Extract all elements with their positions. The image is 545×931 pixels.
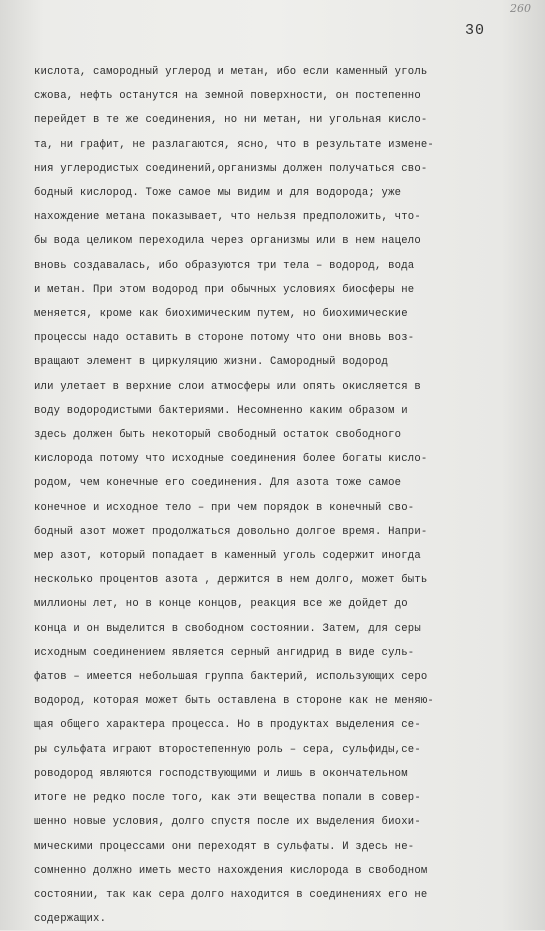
text-line: вращают элемент в циркуляцию жизни. Самородный водород: [34, 356, 389, 369]
page-number: 30: [464, 22, 485, 39]
text-line: водород, которая может быть оставлена в стороне как не меняю-: [34, 695, 434, 708]
text-line: кислорода потому что исходные соединения более богаты кисло-: [34, 453, 428, 466]
text-line: шенно новые условия, долго спустя после их выделения биохи-: [34, 816, 421, 829]
text-line: или улетает в верхние слои атмосферы или опять окисляется в: [34, 380, 421, 393]
text-line: щая общего характера процесса. Но в продуктах выделения се-: [34, 719, 421, 732]
text-line: миллионы лет, но в конце концов, реакция все же дойдет до: [34, 598, 408, 611]
text-line: та, ни графит, не разлагаются, ясно, что в результате измене-: [34, 138, 434, 151]
text-line: бодный азот может продолжаться довольно долгое время. Напри-: [34, 525, 428, 538]
text-line: конечное и исходное тело – при чем порядок в конечный сво-: [34, 501, 415, 514]
text-line: процессы надо оставить в стороне потому что они вновь воз-: [34, 332, 415, 345]
text-line: итоге не редко после того, как эти вещества попали в совер-: [34, 792, 421, 805]
text-line: фатов – имеется небольшая группа бактерий, использующих серо: [34, 671, 428, 684]
text-line: нахождение метана показывает, что нельзя предположить, что-: [34, 211, 421, 224]
text-line: конца и он выделится в свободном состоянии. Затем, для серы: [34, 622, 421, 635]
text-line: сомненно должно иметь место нахождения кислорода в свободном: [34, 864, 428, 877]
text-line: роводород являются господствующими и лишь в окончательном: [34, 767, 408, 780]
text-line: родом, чем конечные его соединения. Для азота тоже самое: [34, 477, 402, 490]
text-line: сжова, нефть останутся на земной поверхности, он постепенно: [34, 90, 421, 103]
text-line: меняется, кроме как биохимическим путем, но биохимические: [34, 308, 408, 321]
text-line: здесь должен быть некоторый свободный остаток свободного: [34, 429, 402, 442]
text-line: кислота, самородный углерод и метан, ибо если каменный уголь: [34, 66, 428, 78]
text-line: мер азот, который попадает в каменный уголь содержит иногда: [34, 550, 421, 563]
handwritten-page-number: 260: [510, 2, 531, 15]
text-line: несколько процентов азота , держится в нем долго, может быть: [34, 574, 428, 587]
text-line: ры сульфата играют второстепенную роль – сера, сульфиды,се-: [34, 743, 421, 756]
text-line: состоянии, так как сера долго находится в соединениях его не: [34, 888, 428, 901]
text-line: мическими процессами они переходят в сульфаты. И здесь не-: [34, 840, 415, 853]
text-line: содержащих.: [34, 913, 107, 926]
text-line: перейдет в те же соединения, но ни метан, ни угольная кисло-: [34, 114, 428, 127]
typewritten-text: [34, 60, 520, 931]
text-line: вновь создавалась, ибо образуются три тела – водород, вода: [34, 259, 415, 272]
text-line: воду водородистыми бактериями. Несомненно каким образом и: [34, 404, 408, 417]
text-line: ния углеродистых соединений,организмы должен получаться сво-: [34, 162, 428, 175]
text-line: исходным соединением является серный ангидрид в виде суль-: [34, 646, 415, 659]
text-line: и метан. При этом водород при обычных условиях биосферы не: [34, 283, 415, 296]
text-line: бы вода целиком переходила через организмы или в нем нацело: [34, 235, 421, 248]
text-line: бодный кислород. Тоже самое мы видим и для водорода; уже: [34, 187, 402, 200]
